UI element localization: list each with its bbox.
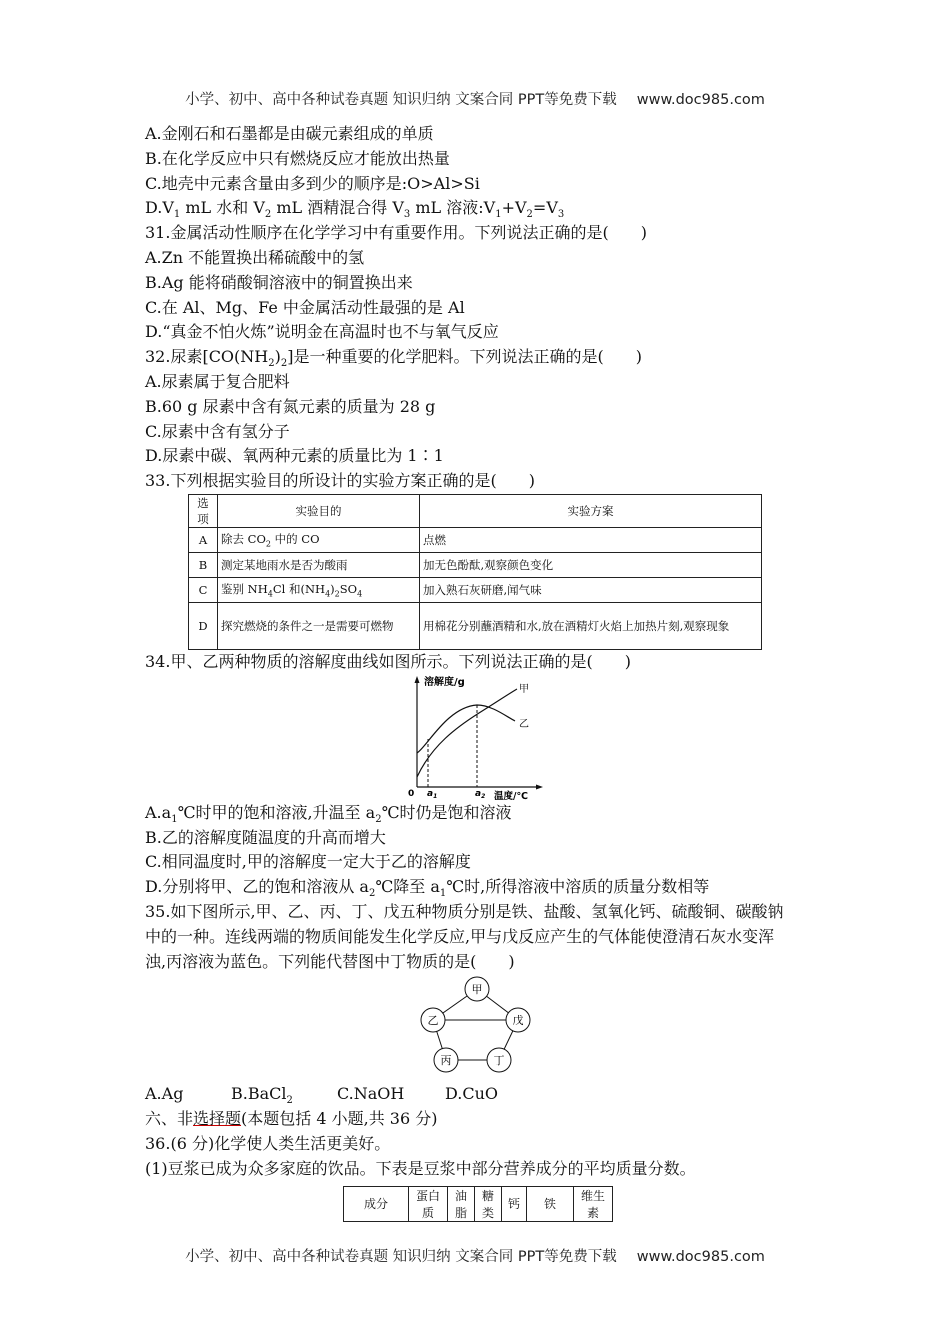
footer-text: 小学、初中、高中各种试卷真题 知识归纳 文案合同 PPT等免费下载 (185, 1249, 617, 1265)
table-cell: D (189, 602, 218, 649)
node-jia-label: 甲 (471, 983, 483, 997)
table-header: 实验方案 (420, 494, 762, 527)
table-cell: 加入熟石灰研磨,闻气味 (420, 577, 762, 602)
table-cell: 鉴别 $NH_4Cl$ 和$(NH_4)_2SO_4$ (218, 577, 420, 602)
q32-option-d: D.尿素中碳、氧两种元素的质量比为 1∶1 (145, 446, 444, 466)
q30-option-c: C.地壳中元素含量由多到少的顺序是:O>Al>Si (145, 173, 480, 193)
q35-line3: 浊,丙溶液为蓝色。下列能代替图中丁物质的是( ) (145, 951, 515, 971)
table-header: 选项 (189, 494, 218, 527)
pentagon-diagram-svg (413, 974, 543, 1080)
q32-option-c: C.尿素中含有氢分子 (145, 421, 290, 441)
table-cell: 加无色酚酞,观察颜色变化 (420, 552, 762, 577)
q36-stem: 36.(6 分)化学使人类生活更美好。 (145, 1133, 391, 1153)
a1-label: $a_1$ (427, 788, 438, 800)
q35-line1: 35.如下图所示,甲、乙、丙、丁、戊五种物质分别是铁、盐酸、氢氧化钙、硫酸铜、碳酸钠 (145, 901, 784, 921)
table-row (189, 552, 762, 577)
table-cell: C (189, 577, 218, 602)
q34-stem: 34.甲、乙两种物质的溶解度曲线如图所示。下列说法正确的是( ) (145, 651, 631, 671)
node-yi-label: 乙 (427, 1014, 439, 1028)
q33-stem: 33.下列根据实验目的所设计的实验方案正确的是( ) (145, 471, 535, 491)
section-6-heading: 六、非选择题(本题包括 4 小题,共 36 分) (145, 1109, 438, 1129)
q30-option-b: B.在化学反应中只有燃烧反应才能放出热量 (145, 148, 450, 168)
q31-option-c: C.在 Al、Mg、Fe 中金属活动性最强的是 Al (145, 297, 465, 317)
q34-option-b: B.乙的溶解度随温度的升高而增大 (145, 827, 386, 847)
table-header: 蛋白质 (409, 1186, 448, 1221)
table-header: 钙 (502, 1186, 527, 1221)
series-yi-label: 乙 (519, 718, 529, 730)
origin-label: 0 (408, 788, 415, 799)
table-header: 成分 (344, 1186, 409, 1221)
table-row (189, 602, 762, 649)
q32-stem: 32.尿素$[CO(NH_2)_2]$是一种重要的化学肥料。下列说法正确的是( ) (145, 347, 642, 370)
solubility-graph-svg (407, 675, 547, 801)
q34-option-a: $A.a_1℃$时甲的饱和溶液,升温至 $a_2℃$时仍是饱和溶液 (145, 802, 512, 825)
curve-yi (417, 705, 515, 753)
page-header (0, 88, 950, 109)
a2-label: $a_2$ (475, 788, 486, 800)
table-header: 实验目的 (218, 494, 420, 527)
table-row (189, 494, 762, 527)
table-cell: 除去 $CO_2$ 中的 CO (218, 527, 420, 552)
q31-stem: 31.金属活动性顺序在化学学习中有重要作用。下列说法正确的是( ) (145, 223, 647, 243)
table-cell: 探究燃烧的条件之一是需要可燃物 (218, 602, 420, 649)
y-axis-arrow (415, 676, 420, 683)
q32-option-a: A.尿素属于复合肥料 (145, 371, 290, 391)
node-wu-label: 戊 (512, 1014, 524, 1028)
q31-option-b: B.Ag 能将硝酸铜溶液中的铜置换出来 (145, 272, 413, 292)
table-row (344, 1186, 613, 1221)
header-url[interactable]: www.doc985.com (636, 92, 765, 108)
table-cell: 点燃 (420, 527, 762, 552)
table-header: 糖类 (475, 1186, 502, 1221)
q31-option-d: D.“真金不怕火炼”说明金在高温时也不与氧气反应 (145, 322, 499, 342)
q33-table (188, 494, 762, 650)
y-axis-label: 溶解度/g (424, 676, 465, 688)
exam-content (145, 122, 813, 1222)
q30-option-a: A.金刚石和石墨都是由碳元素组成的单质 (145, 124, 434, 143)
page-footer (0, 1245, 950, 1266)
q35-option-b: B.BaCl$_2$ (231, 1084, 293, 1107)
series-jia-label: 甲 (519, 683, 529, 695)
q35-option-a: A.Ag (145, 1084, 184, 1104)
q31-option-a: A.Zn 不能置换出稀硫酸中的氢 (145, 247, 365, 267)
pentagon-diagram (413, 974, 813, 1082)
x-axis-label: 温度/℃ (494, 790, 528, 801)
q36-sub1: (1)豆浆已成为众多家庭的饮品。下表是豆浆中部分营养成分的平均质量分数。 (145, 1158, 696, 1178)
curve-jia (417, 689, 517, 777)
footer-url[interactable]: www.doc985.com (636, 1249, 765, 1265)
table-header: 维生素 (574, 1186, 613, 1221)
x-axis-arrow (536, 784, 543, 789)
table-cell: 测定某地雨水是否为酸雨 (218, 552, 420, 577)
q35-option-d: D.CuO (445, 1084, 499, 1104)
q32-option-b: B.60 g 尿素中含有氮元素的质量为 28 g (145, 396, 436, 416)
q35-options (145, 1082, 813, 1107)
q34-option-c: C.相同温度时,甲的溶解度一定大于乙的溶解度 (145, 852, 471, 872)
q34-option-d: D.分别将甲、乙的饱和溶液从 $a_2℃$降至 $a_1℃$时,所得溶液中溶质的质量分数相等 (145, 877, 710, 900)
table-row (189, 577, 762, 602)
table-header: 铁 (527, 1186, 574, 1221)
q35-option-c: C.NaOH (337, 1084, 405, 1104)
node-ding-label: 丁 (493, 1054, 505, 1068)
q30-option-d: $D.V_1$ mL 水和 $V_2$ mL 酒精混合得 $V_3$ mL 溶液$:V_1+V_2=V_3$ (145, 198, 565, 221)
table-cell: A (189, 527, 218, 552)
solubility-graph (407, 675, 813, 801)
table-cell: B (189, 552, 218, 577)
table-cell: 用棉花分别蘸酒精和水,放在酒精灯火焰上加热片刻,观察现象 (420, 602, 762, 649)
node-bing-label: 丙 (440, 1054, 452, 1068)
table-header: 油脂 (448, 1186, 475, 1221)
q35-line2: 中的一种。连线两端的物质间能发生化学反应,甲与戊反应产生的气体能使澄清石灰水变浑 (145, 926, 775, 946)
table-row (189, 527, 762, 552)
header-text: 小学、初中、高中各种试卷真题 知识归纳 文案合同 PPT等免费下载 (185, 92, 617, 108)
nutrition-table (343, 1186, 613, 1222)
